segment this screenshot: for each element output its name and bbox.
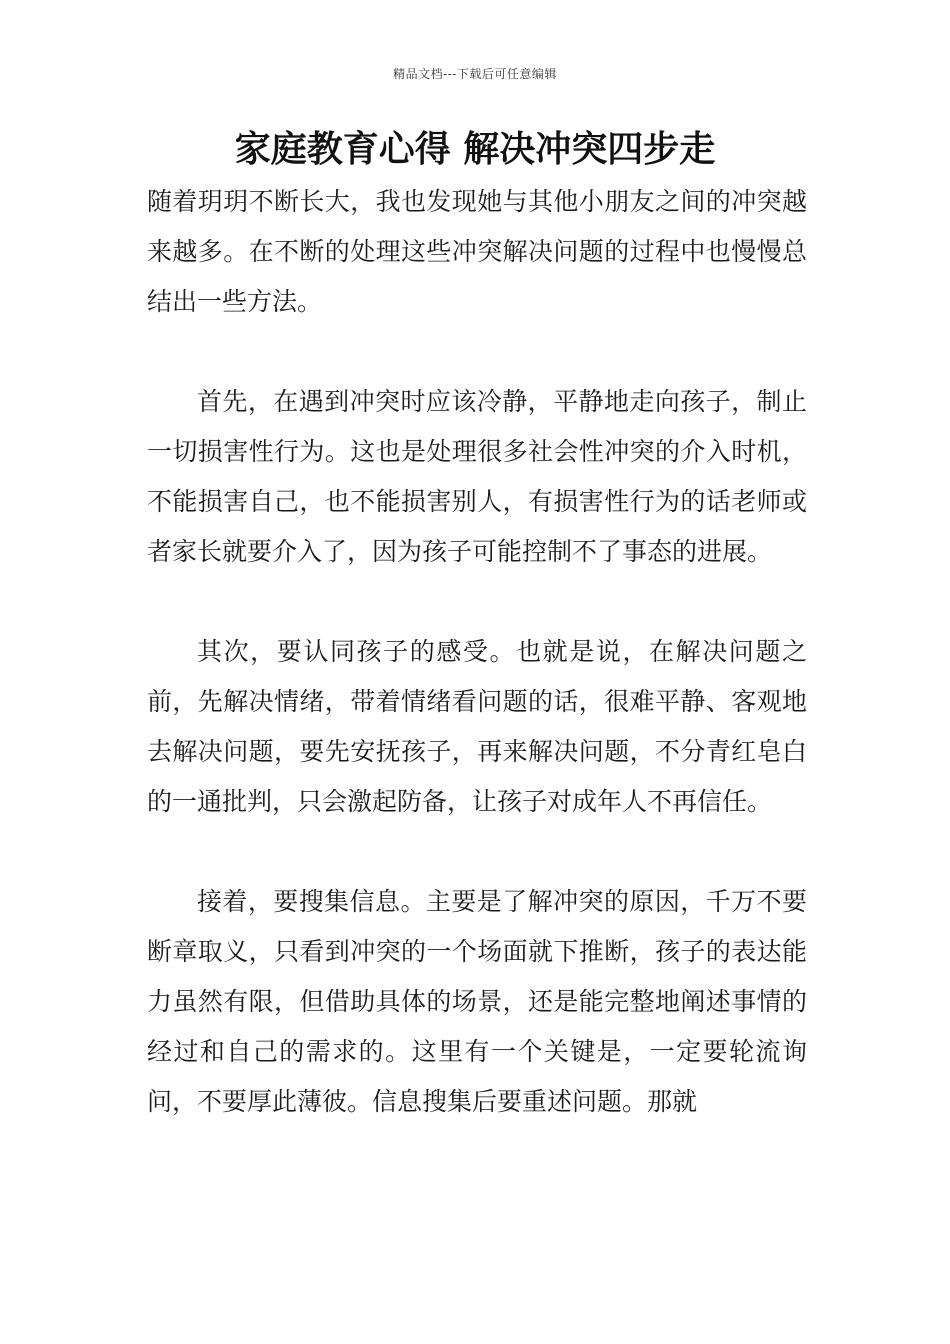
paragraph-gap [147, 577, 807, 627]
document-title: 家庭教育心得 解决冲突四步走 [234, 129, 716, 170]
paragraph-step-2: 其次，要认同孩子的感受。也就是说，在解决问题之前，先解决情绪，带着情绪看问题的话，很难平静、客观地去解决问题，要先安抚孩子，再来解决问题，不分青红皂白的一通批判，只会激起防备，让孩子对成年人不再信任。 [147, 637, 807, 816]
paragraph-gap [147, 327, 807, 377]
document-body [147, 177, 807, 1127]
paragraph-intro: 随着玥玥不断长大，我也发现她与其他小朋友之间的冲突越来越多。在不断的处理这些冲突解决问题的过程中也慢慢总结出一些方法。 [147, 187, 807, 316]
paragraph-step-1: 首先，在遇到冲突时应该冷静，平静地走向孩子，制止一切损害性行为。这也是处理很多社会性冲突的介入时机，不能损害自己，也不能损害别人，有损害性行为的话老师或者家长就要介入了，因为孩子可能控制不了事态的进展。 [147, 387, 807, 566]
paragraph-gap [147, 827, 807, 877]
header-note: 精品文档---下载后可任意编辑 [393, 67, 557, 81]
paragraph-step-3: 接着，要搜集信息。主要是了解冲突的原因，千万不要断章取义，只看到冲突的一个场面就下推断，孩子的表达能力虽然有限，但借助具体的场景，还是能完整地阐述事情的经过和自己的需求的。这里有一个关键是，一定要轮流询问，不要厚此薄彼。信息搜集后要重述问题。那就 [147, 887, 807, 1116]
